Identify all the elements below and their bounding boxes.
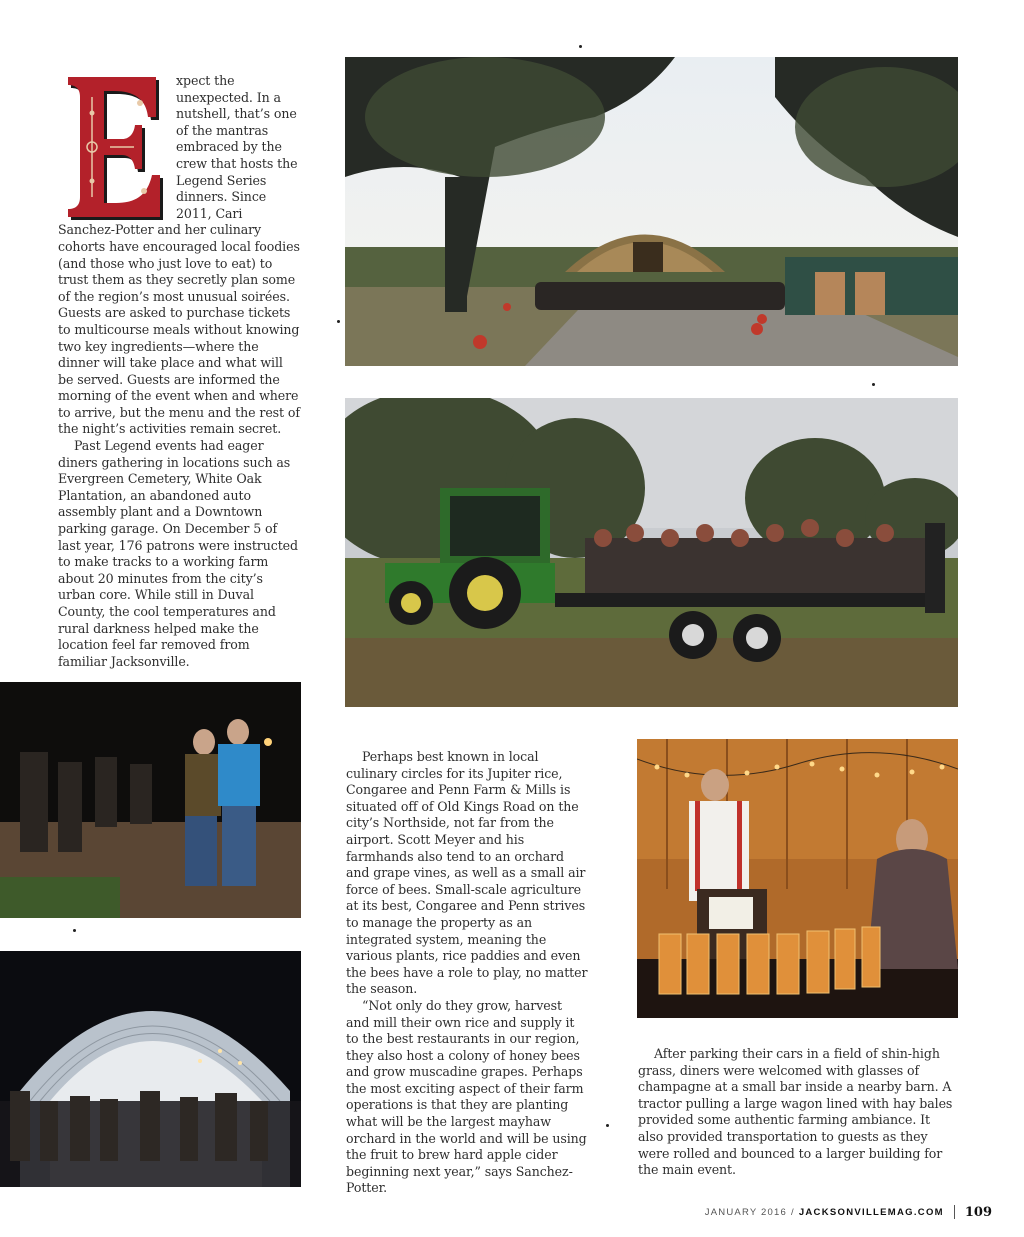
decorative-dot	[73, 929, 76, 932]
article-column-3	[638, 1046, 958, 1179]
photo-quonset-night	[0, 951, 301, 1187]
paragraph: xpect the unexpected. In a nutshell, that’s one of the mantras embraced by the crew that hosts the Legend Series dinners. Since 2011, Cari Sanchez-Potter and her culinary cohorts have encouraged local foodies (and those who just love to eat) to trust them as they secretly plan some of the region’s most unusual soirées. Guests are asked to purchase tickets to multicourse meals without knowing two key ingredients—where the dinner will take place and what will be served. Guests are informed the morning of the event when and where to arrive, but the menu and the rest of the night’s activities remain secret.	[58, 73, 300, 437]
decorative-dot	[606, 1124, 609, 1127]
footer-separator: /	[790, 1206, 795, 1218]
article-column-2	[346, 749, 588, 1197]
photo-bar-service	[637, 739, 958, 1018]
photo-barn-gathering	[345, 57, 958, 366]
dropcap-letter-e	[60, 73, 164, 221]
paragraph: Past Legend events had eager diners gathering in locations such as Evergreen Cemetery, White Oak Plantation, an abandoned auto assembly plant and a Downtown parking garage. On December 5 of last year, 176 patrons were instructed to make tracks to a working farm about 20 minutes from the city’s urban core. While still in Duval County, the cool temperatures and rural darkness helped make the location feel far removed from familiar Jacksonville.	[58, 438, 298, 669]
article-column-1	[58, 73, 300, 670]
website-url: JACKSONVILLEMAG.COM	[798, 1206, 944, 1218]
paragraph: After parking their cars in a field of shin-high grass, diners were welcomed with glasses of champagne at a small bar inside a nearby barn. A tractor pulling a large wagon lined with hay bales provided some authentic farming ambiance. It also provided transportation to guests as they were rolled and bounced to a larger building for the main event.	[638, 1046, 953, 1178]
issue-date: JANUARY 2016	[704, 1206, 787, 1218]
decorative-dot	[579, 45, 582, 48]
paragraph: Perhaps best known in local culinary circles for its Jupiter rice, Congaree and Penn Farm & Mills is situated off of Old Kings Road on the city’s Northside, not far from the airport. Scott Meyer and his farmhands also tend to an orchard and grape vines, as well as a small air force of bees. Small-scale agriculture at its best, Congaree and Penn strives to manage the property as an integrated system, meaning the various plants, rice paddies and even the bees have a role to play, no matter the season.	[346, 749, 588, 997]
footer-divider	[954, 1205, 955, 1219]
decorative-dot	[872, 383, 875, 386]
page-footer	[705, 1205, 992, 1219]
paragraph: “Not only do they grow, harvest and mill their own rice and supply it to the best restaurants in our region, they also host a colony of honey bees and grow muscadine grapes. Perhaps the most exciting aspect of their farm operations is that they are planting what will be the largest mayhaw orchard in the world and will be using the fruit to brew hard apple cider beginning next year,” says Sanchez-Potter.	[346, 997, 587, 1196]
photo-tractor-wagon	[345, 398, 958, 707]
decorative-dot	[337, 320, 340, 323]
photo-couple-night	[0, 682, 301, 918]
page-number: 109	[964, 1204, 992, 1220]
